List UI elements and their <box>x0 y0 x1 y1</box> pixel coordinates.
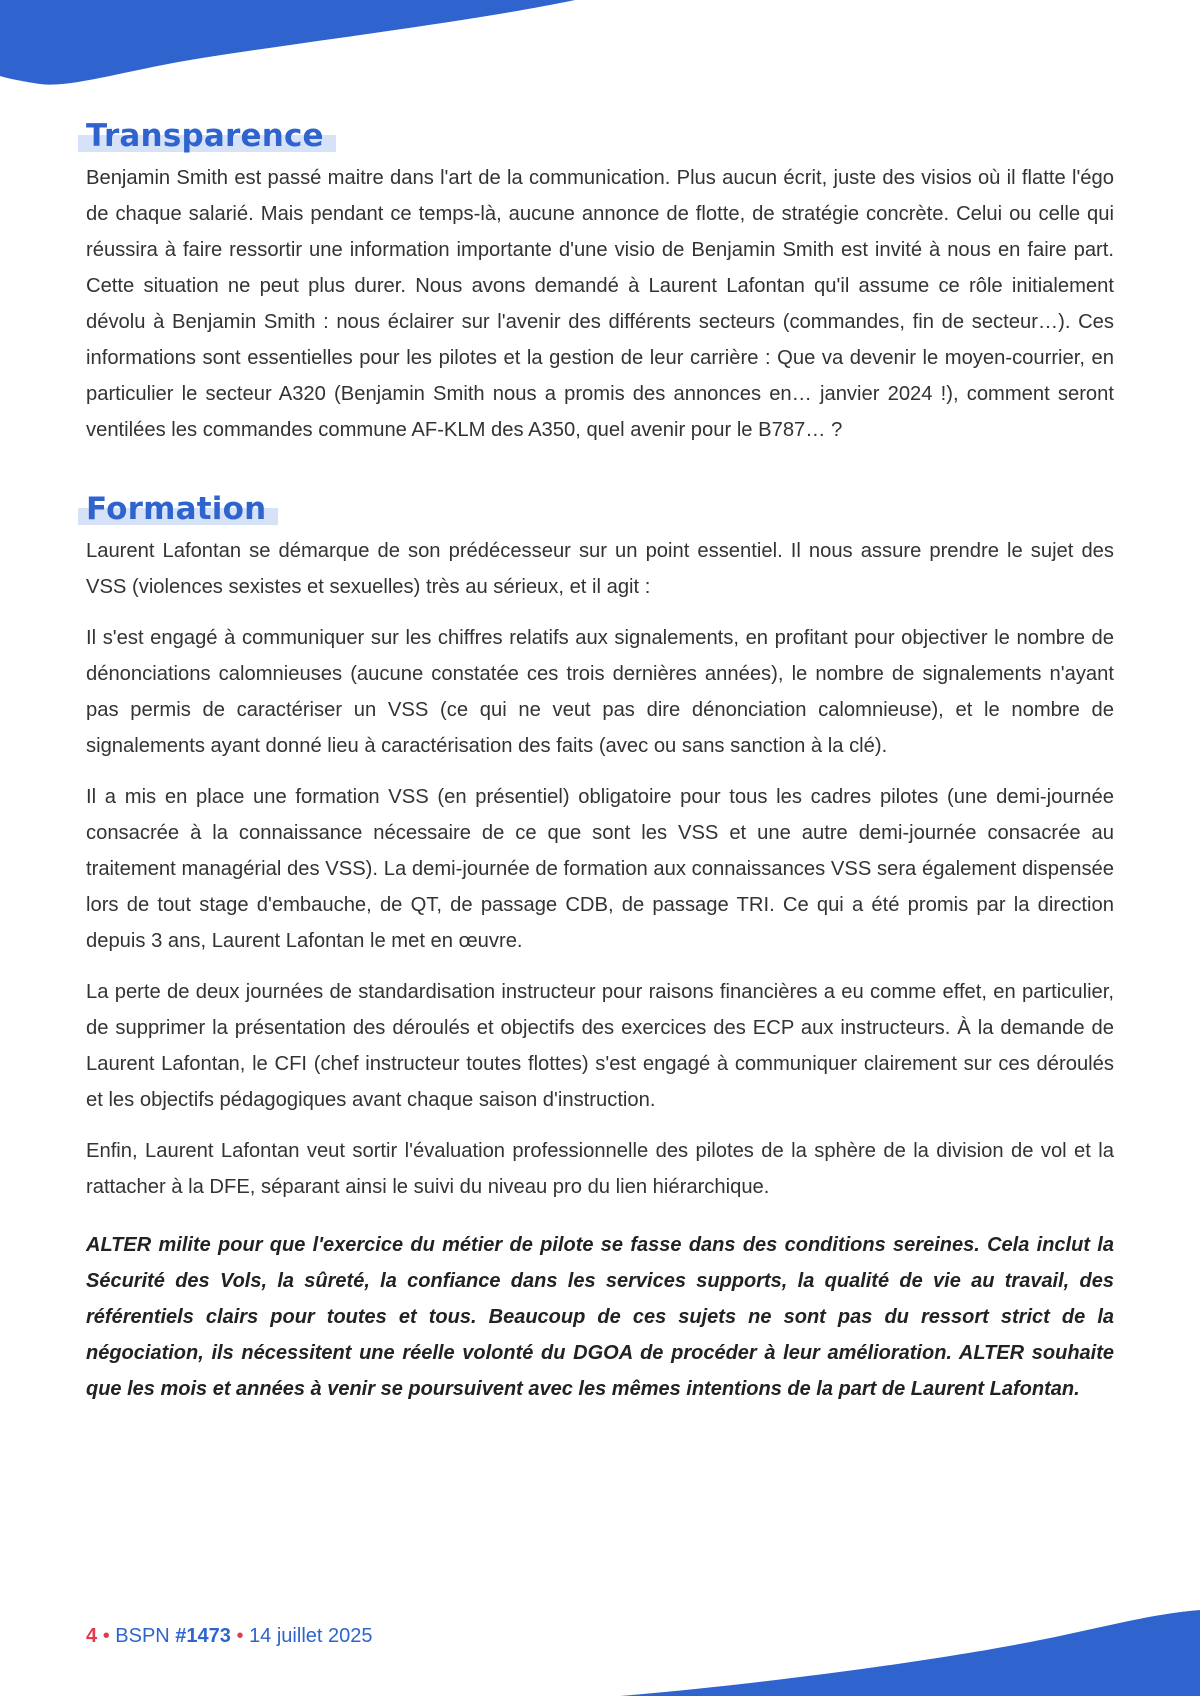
main-content <box>86 118 1114 1422</box>
section-title-formation <box>86 491 274 527</box>
formation-paragraph-4: La perte de deux journées de standardisation instructeur pour raisons financières a eu comme effet, en particulier, de supprimer la présentation des déroulés et objectifs des exercices des ECP aux instructeurs. À la demande de Laurent Lafontan, le CFI (chef instructeur toutes flottes) s'est engagé à communiquer clairement sur ces déroulés et les objectifs pédagogiques avant chaque saison d'instruction. <box>86 981 1114 1111</box>
issue-date: 14 juillet 2025 <box>249 1625 373 1647</box>
top-wave-decoration <box>0 0 580 90</box>
page-footer <box>86 1625 373 1648</box>
conclusion-paragraph: ALTER milite pour que l'exercice du métier de pilote se fasse dans des conditions sereines. Cela inclut la Sécurité des Vols, la sûreté, la confiance dans les services supports, la qualité de vie au travail, des référentiels clairs pour toutes et tous. Beaucoup de ces sujets ne sont pas du ressort strict de la négociation, ils nécessitent une réelle volonté du DGOA de procéder à leur amélioration. ALTER souhaite que les mois et années à venir se poursuivent avec les mêmes intentions de la part de Laurent Lafontan. <box>86 1234 1114 1400</box>
formation-paragraph-1: Laurent Lafontan se démarque de son prédécesseur sur un point essentiel. Il nous assure prendre le sujet des VSS (violences sexistes et sexuelles) très au sérieux, et il agit : <box>86 540 1114 598</box>
transparence-paragraph: Benjamin Smith est passé maitre dans l'art de la communication. Plus aucun écrit, juste des visios où il flatte l'égo de chaque salarié. Mais pendant ce temps-là, aucune annonce de flotte, de stratégie concrète. Celui ou celle qui réussira à faire ressortir une information importante d'une visio de Benjamin Smith est invité à nous en faire part. Cette situation ne peut plus durer. Nous avons demandé à Laurent Lafontan qu'il assume ce rôle initialement dévolu à Benjamin Smith : nous éclairer sur l'avenir des différents secteurs (commandes, fin de secteur…). Ces informations sont essentielles pour les pilotes et la gestion de leur carrière : Que va devenir le moyen-courrier, en particulier le secteur A320 (Benjamin Smith nous a promis des annonces en… janvier 2024 !), comment seront ventilées les commandes commune AF-KLM des A350, quel avenir pour le B787… ? <box>86 167 1114 441</box>
formation-paragraph-2: Il s'est engagé à communiquer sur les chiffres relatifs aux signalements, en profitant pour objectiver le nombre de dénonciations calomnieuses (aucune constatée ces trois dernières années), le nombre de signalements n'ayant pas permis de caractériser un VSS (ce qui ne veut pas dire dénonciation calomnieuse), et le nombre de signalements ayant donné lieu à caractérisation des faits (avec ou sans sanction à la clé). <box>86 627 1114 757</box>
section-title-text: Transparence <box>86 118 324 154</box>
issue-number: #1473 <box>175 1625 231 1647</box>
footer-separator: • <box>236 1625 244 1647</box>
formation-paragraph-3: Il a mis en place une formation VSS (en présentiel) obligatoire pour tous les cadres pilotes (une demi-journée consacrée à la connaissance nécessaire de ce que sont les VSS et une autre demi-journée consacrée au traitement managérial des VSS). La demi-journée de formation aux connaissances VSS sera également dispensée lors de tout stage d'embauche, de QT, de passage CDB, de passage TRI. Ce qui a été promis par la direction depuis 3 ans, Laurent Lafontan le met en œuvre. <box>86 786 1114 952</box>
formation-paragraph-5: Enfin, Laurent Lafontan veut sortir l'évaluation professionnelle des pilotes de la sphère de la division de vol et la rattacher à la DFE, séparant ainsi le suivi du niveau pro du lien hiérarchique. <box>86 1140 1114 1198</box>
bottom-wave-decoration <box>620 1606 1200 1696</box>
section-title-text: Formation <box>86 491 267 527</box>
footer-separator: • <box>102 1625 110 1647</box>
page-number: 4 <box>86 1625 98 1647</box>
section-title-transparence <box>86 118 332 154</box>
publication-name: BSPN <box>115 1625 170 1647</box>
